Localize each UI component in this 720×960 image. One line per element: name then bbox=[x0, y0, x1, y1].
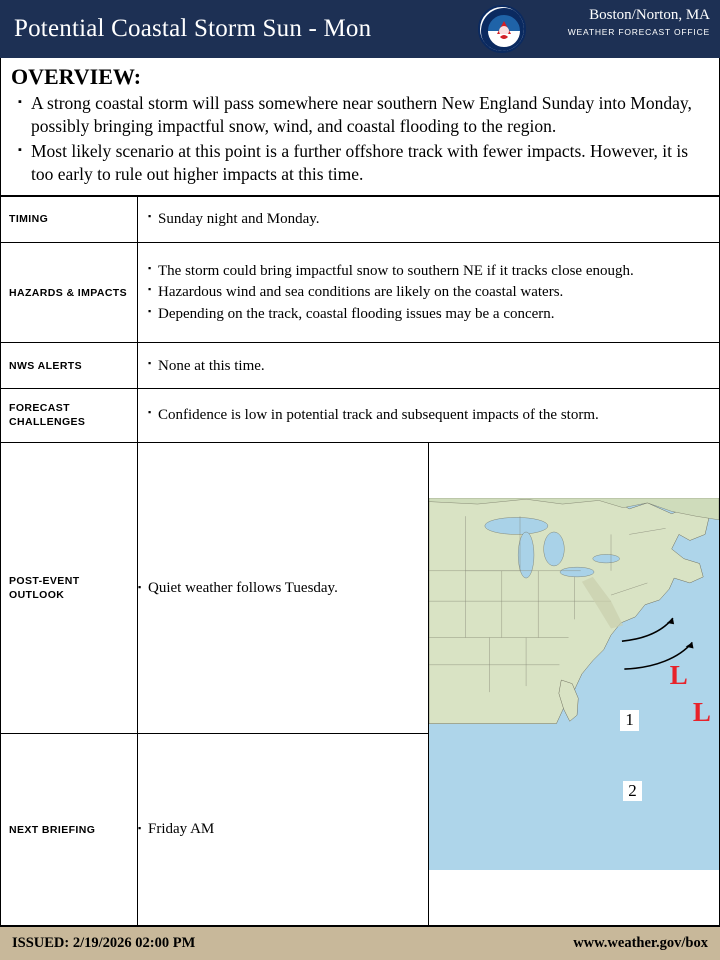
bullet-icon: ▪ bbox=[148, 284, 152, 295]
track-label-2: 2 bbox=[623, 781, 642, 802]
bullet-icon: ▪ bbox=[148, 357, 152, 368]
map-graphic bbox=[429, 498, 719, 870]
row-content-timing bbox=[138, 197, 720, 243]
row-label-hazards: HAZARDS & IMPACTS bbox=[1, 242, 138, 343]
page-footer bbox=[0, 926, 720, 960]
bullet-icon: ▪ bbox=[138, 823, 142, 834]
row-content-next-briefing bbox=[138, 734, 429, 926]
list-item-text: Depending on the track, coastal flooding issues may be a concern. bbox=[158, 305, 555, 322]
overview-bullet bbox=[9, 140, 711, 187]
list-item bbox=[148, 304, 709, 324]
row-label-outlook: POST-EVENT OUTLOOK bbox=[1, 442, 138, 734]
list-item-text: Quiet weather follows Tuesday. bbox=[148, 579, 338, 596]
list-item bbox=[148, 261, 709, 281]
table-row-outlook bbox=[1, 442, 720, 734]
list-item bbox=[148, 282, 709, 302]
list-item-text: Friday AM bbox=[148, 821, 215, 838]
office-name: Boston/Norton, MA bbox=[589, 7, 710, 23]
row-content-challenges bbox=[138, 389, 720, 443]
bullet-icon: ▪ bbox=[148, 305, 152, 316]
overview-bullet-text: Most likely scenario at this point is a further offshore track with fewer impacts. However, it is too early to rule out higher impacts at this time. bbox=[31, 140, 689, 184]
overview-section bbox=[0, 58, 720, 196]
table-row-challenges bbox=[1, 389, 720, 443]
list-item bbox=[138, 821, 428, 838]
list-item-text: None at this time. bbox=[158, 357, 265, 374]
track-label-1: 1 bbox=[620, 710, 639, 731]
office-subtitle: WEATHER FORECAST OFFICE bbox=[567, 26, 710, 37]
page-header bbox=[0, 0, 720, 58]
table-row-alerts bbox=[1, 343, 720, 389]
row-content-alerts bbox=[138, 343, 720, 389]
bullet-icon: ▪ bbox=[148, 263, 152, 274]
table-row-hazards bbox=[1, 242, 720, 343]
list-item bbox=[148, 356, 709, 376]
row-label-alerts: NWS ALERTS bbox=[1, 343, 138, 389]
overview-bullet-text: A strong coastal storm will pass somewhere near southern New England Sunday into Monday, possibly bringing impactful snow, wind, and coastal flooding to the region. bbox=[31, 93, 692, 137]
list-item-text: The storm could bring impactful snow to southern NE if it tracks close enough. bbox=[158, 263, 634, 280]
row-label-timing: TIMING bbox=[1, 197, 138, 243]
bullet-icon: ▪ bbox=[18, 143, 22, 156]
list-item bbox=[148, 209, 709, 229]
row-content-hazards bbox=[138, 242, 720, 343]
low-pressure-mark-1: L bbox=[669, 659, 688, 690]
page-title: Potential Coastal Storm Sun - Mon bbox=[14, 15, 372, 42]
website-link[interactable]: www.weather.gov/box bbox=[573, 935, 708, 951]
nws-seal-icon bbox=[478, 5, 526, 53]
issued-timestamp: ISSUED: 2/19/2026 02:00 PM bbox=[12, 935, 196, 951]
storm-track-map bbox=[429, 442, 720, 925]
list-item-text: Confidence is low in potential track and subsequent impacts of the storm. bbox=[158, 407, 599, 424]
bullet-icon: ▪ bbox=[148, 211, 152, 222]
list-item-text: Sunday night and Monday. bbox=[158, 211, 320, 228]
overview-bullet bbox=[9, 92, 711, 139]
low-pressure-mark-2: L bbox=[692, 696, 711, 727]
briefing-table bbox=[0, 196, 720, 926]
overview-title: OVERVIEW: bbox=[11, 64, 142, 89]
list-item-text: Hazardous wind and sea conditions are likely on the coastal waters. bbox=[158, 284, 564, 301]
bullet-icon: ▪ bbox=[148, 407, 152, 418]
table-row-timing bbox=[1, 197, 720, 243]
row-label-challenges: FORECAST CHALLENGES bbox=[1, 389, 138, 443]
row-content-outlook bbox=[138, 442, 429, 734]
bullet-icon: ▪ bbox=[18, 96, 22, 108]
bullet-icon: ▪ bbox=[138, 581, 142, 592]
list-item bbox=[138, 580, 428, 597]
office-block bbox=[568, 6, 710, 37]
row-label-next-briefing: NEXT BRIEFING bbox=[1, 734, 138, 926]
list-item bbox=[148, 405, 709, 425]
